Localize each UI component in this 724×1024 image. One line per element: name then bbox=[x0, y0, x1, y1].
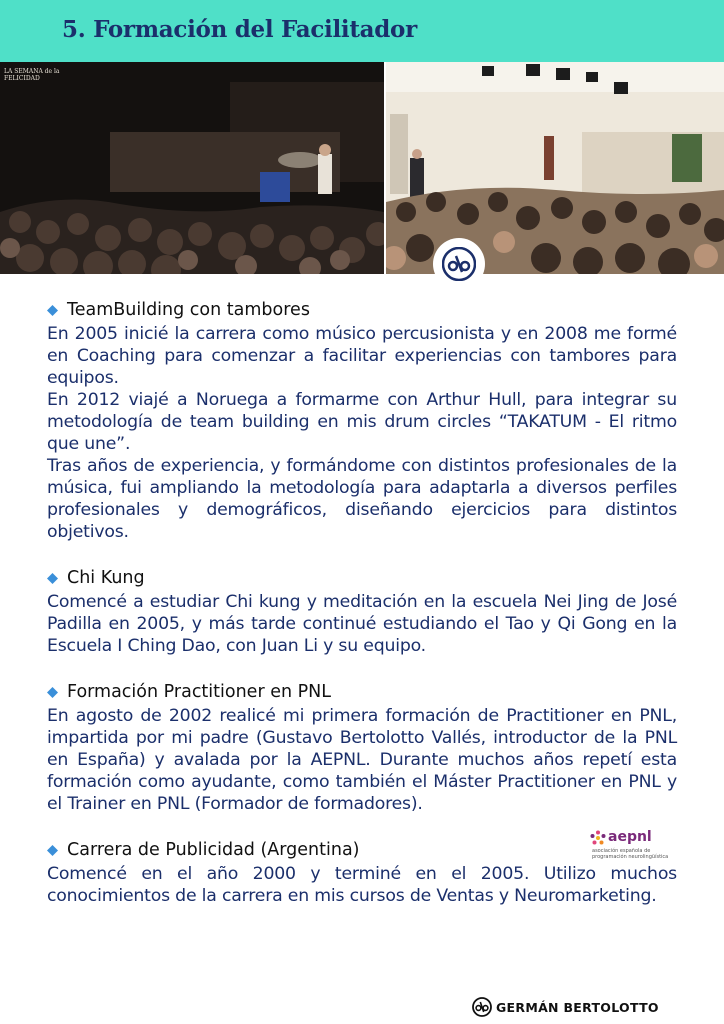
section-title: Carrera de Publicidad (Argentina) bbox=[67, 840, 360, 860]
diamond-bullet-icon bbox=[47, 687, 58, 698]
stage-audience-photo bbox=[0, 62, 384, 274]
ob-logo-icon bbox=[472, 997, 492, 1017]
diamond-bullet-icon bbox=[47, 305, 58, 316]
conference-room-illustration bbox=[386, 62, 724, 274]
section-paragraph: Tras años de experiencia, y formándome con distintos profesionales de la música, fui ampliando la metodología para adaptarla a diversos perfiles profesionales y demográficos, diseñando ejercicios para distintos objetivos. bbox=[47, 456, 677, 542]
section-paragraph: En agosto de 2002 realicé mi primera formación de Practitioner en PNL, impartida por mi padre (Gustavo Bertolotto Vallés, introductor de la PNL en España) y avalada por la AEPNL. Durante muchos años repetí esta formación como ayudante, como también el Máster Practitioner en PNL y el Trainer en PNL (Formador de formadores). bbox=[47, 706, 677, 814]
ob-logo-icon bbox=[433, 238, 485, 290]
section-teambuilding bbox=[47, 298, 677, 543]
diamond-bullet-icon bbox=[47, 573, 58, 584]
aepnl-star-icon bbox=[590, 830, 606, 846]
content-column bbox=[47, 298, 677, 930]
section-publicidad bbox=[47, 838, 677, 907]
section-title: TeamBuilding con tambores bbox=[67, 300, 310, 320]
section-title: Formación Practitioner en PNL bbox=[67, 682, 332, 702]
stage-audience-illustration bbox=[0, 62, 384, 274]
section-title: Chi Kung bbox=[67, 568, 145, 588]
aepnl-logo bbox=[590, 828, 682, 862]
section-paragraph: En 2005 inicié la carrera como músico percusionista y en 2008 me formé en Coaching para comenzar a facilitar experiencias con tambores para equipos. bbox=[47, 324, 677, 388]
section-pnl bbox=[47, 680, 677, 815]
section-paragraph: En 2012 viajé a Noruega a formarme con Arthur Hull, para integrar su metodología de team building en mis drum circles “TAKATUM - El ritmo que une”. bbox=[47, 390, 677, 454]
footer-brand bbox=[472, 997, 659, 1017]
page-title: 5. Formación del Facilitador bbox=[62, 16, 417, 43]
section-paragraph: Comencé a estudiar Chi kung y meditación en la escuela Nei Jing de José Padilla en 2005, y más tarde continué estudiando el Tao y Qi Gong en la Escuela I Ching Dao, con Juan Li y su equipo. bbox=[47, 592, 677, 656]
event-logo-text: LA SEMANA de la FELICIDAD bbox=[4, 68, 60, 82]
aepnl-subtitle: asociación española de programación neurolingüística bbox=[592, 848, 669, 860]
conference-room-photo bbox=[386, 62, 724, 274]
section-chi-kung bbox=[47, 566, 677, 657]
section-paragraph: Comencé en el año 2000 y terminé en el 2005. Utilizo muchos conocimientos de la carrera en mis cursos de Ventas y Neuromarketing. bbox=[47, 864, 677, 906]
diamond-bullet-icon bbox=[47, 845, 58, 856]
footer-name: GERMÁN BERTOLOTTO bbox=[496, 999, 659, 1015]
aepnl-name: aepnl bbox=[608, 829, 652, 845]
ob-logo-glyph bbox=[442, 247, 476, 281]
